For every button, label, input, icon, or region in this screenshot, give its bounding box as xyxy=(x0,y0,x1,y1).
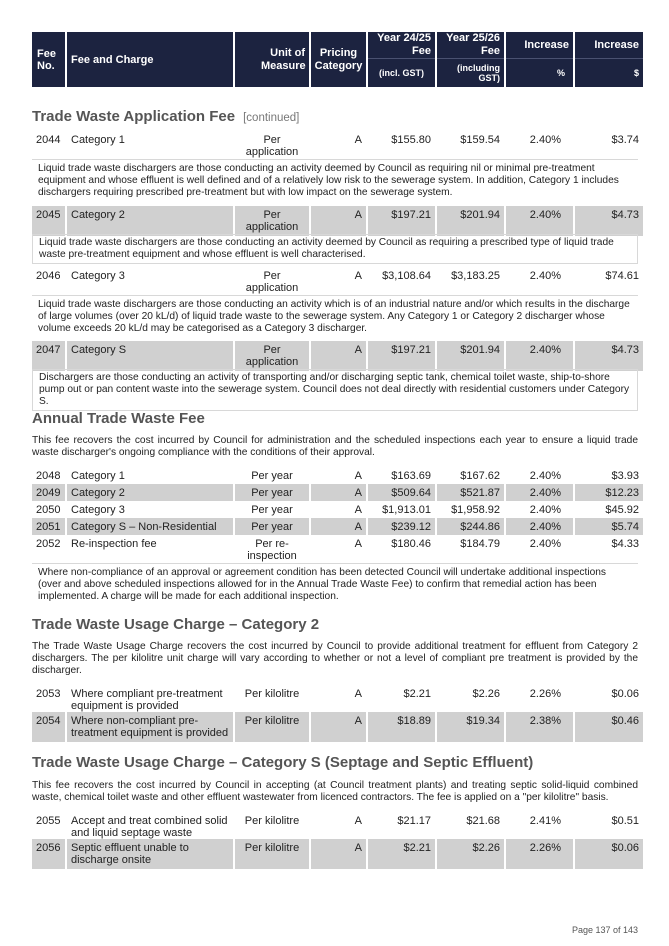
pricing-category: A xyxy=(311,712,366,742)
increase-pct: 2.40% xyxy=(506,535,573,565)
header-fee-and-charge-label: Fee and Charge xyxy=(71,53,154,66)
unit: Per kilolitre xyxy=(235,712,309,742)
fee-no: 2049 xyxy=(32,484,65,502)
increase-dollar: $3.93 xyxy=(575,467,643,485)
header-increase-pct-label: Increase xyxy=(524,38,569,51)
header-increase-dollar-label: Increase xyxy=(594,38,639,51)
increase-dollar: $0.51 xyxy=(575,812,643,842)
fee-25-26: $19.34 xyxy=(437,712,504,742)
increase-pct: 2.40% xyxy=(506,501,573,519)
fee-no: 2047 xyxy=(32,341,65,371)
unit: Per year xyxy=(235,484,309,502)
increase-pct: 2.40% xyxy=(506,467,573,485)
fee-name: Where non-compliant pre-treatment equipment is provided xyxy=(67,712,233,742)
table-header xyxy=(32,32,638,87)
header-year-25-26-sub: (including GST) xyxy=(457,63,500,83)
increase-dollar: $4.73 xyxy=(575,206,643,236)
fee-25-26: $201.94 xyxy=(437,206,504,236)
table-row xyxy=(32,518,638,536)
divider xyxy=(32,563,638,564)
fee-25-26: $159.54 xyxy=(437,131,504,161)
fee-no: 2055 xyxy=(32,812,65,842)
fee-no: 2050 xyxy=(32,501,65,519)
fee-24-25: $21.17 xyxy=(368,812,435,842)
increase-pct: 2.26% xyxy=(506,839,573,869)
increase-pct: 2.40% xyxy=(506,341,573,371)
fee-25-26: $167.62 xyxy=(437,467,504,485)
table-row xyxy=(32,206,638,236)
category-description: Liquid trade waste dischargers are those conducting an activity deemed by Council as requiring nil or minimal pre-treatment equipment and whose effluent is well defined and of a relatively low risk to the sewerage system. In addition, Category 1 includes dischargers requiring prescribed pre-treatment but with low impact on the sewerage system. xyxy=(38,163,619,198)
fee-name: Septic effluent unable to discharge onsite xyxy=(67,839,233,869)
pricing-category: A xyxy=(311,812,366,842)
fee-24-25: $197.21 xyxy=(368,206,435,236)
header-year-24-25-sub: (incl. GST) xyxy=(379,68,424,78)
unit: Per application xyxy=(235,131,309,161)
fee-25-26: $201.94 xyxy=(437,341,504,371)
header-unit xyxy=(235,32,309,87)
section-intro: The Trade Waste Usage Charge recovers the cost incurred by Council to provide additional treatment for effluent from Category 2 dischargers. The per kilolitre unit charge will vary according to whether or not a level of compliant pre treatment is provided by the discharger. xyxy=(32,641,638,676)
table-row xyxy=(32,467,638,485)
category-description: Liquid trade waste dischargers are those conducting an activity deemed by Council as requiring a prescribed type of liquid trade waste pre-treatment equipment and whose effluent is well characterised. xyxy=(32,234,638,264)
pricing-category: A xyxy=(311,206,366,236)
fee-schedule-page xyxy=(32,32,639,866)
fee-name: Re-inspection fee xyxy=(67,535,233,565)
unit: Per kilolitre xyxy=(235,812,309,842)
fee-25-26: $521.87 xyxy=(437,484,504,502)
increase-dollar: $0.06 xyxy=(575,685,643,715)
fee-25-26: $3,183.25 xyxy=(437,267,504,297)
fee-name: Accept and treat combined solid and liquid septage waste xyxy=(67,812,233,842)
section-title-application-fee xyxy=(32,108,299,125)
fee-24-25: $180.46 xyxy=(368,535,435,565)
increase-dollar: $5.74 xyxy=(575,518,643,536)
increase-pct: 2.41% xyxy=(506,812,573,842)
fee-no: 2053 xyxy=(32,685,65,715)
fee-name: Where compliant pre-treatment equipment is provided xyxy=(67,685,233,715)
unit: Per application xyxy=(235,206,309,236)
header-fee-no xyxy=(32,32,65,87)
increase-dollar: $0.06 xyxy=(575,839,643,869)
table-row xyxy=(32,501,638,519)
table-row xyxy=(32,341,638,371)
pricing-category: A xyxy=(311,484,366,502)
section-title-usage-category-2: Trade Waste Usage Charge – Category 2 xyxy=(32,616,320,633)
fee-25-26: $244.86 xyxy=(437,518,504,536)
increase-pct: 2.40% xyxy=(506,518,573,536)
header-year-25-26-label: Year 25/26 Fee xyxy=(446,32,500,57)
fee-name: Category 3 xyxy=(67,501,233,519)
pricing-category: A xyxy=(311,131,366,161)
header-pricing-label: Pricing Category xyxy=(314,46,363,72)
header-increase-pct xyxy=(506,32,573,87)
fee-no: 2045 xyxy=(32,206,65,236)
unit: Per year xyxy=(235,467,309,485)
increase-pct: 2.40% xyxy=(506,484,573,502)
fee-24-25: $18.89 xyxy=(368,712,435,742)
fee-no: 2046 xyxy=(32,267,65,297)
increase-dollar: $4.73 xyxy=(575,341,643,371)
fee-name: Category 3 xyxy=(67,267,233,297)
fee-24-25: $3,108.64 xyxy=(368,267,435,297)
unit: Per year xyxy=(235,518,309,536)
category-description: Dischargers are those conducting an activity of transporting and/or discharging septic tank, chemical toilet waste, ship-to-shore pump out or pan content waste into the sewerage system. Council does not deal directly with residential customers under Category S. xyxy=(32,369,638,411)
fee-25-26: $184.79 xyxy=(437,535,504,565)
section-intro: This fee recovers the cost incurred by Council for administration and the scheduled inspections each year to ensure a liquid trade waste discharger's ongoing compliance with the conditions of their approval. xyxy=(32,435,638,458)
divider xyxy=(32,295,638,296)
pricing-category: A xyxy=(311,467,366,485)
increase-dollar: $0.46 xyxy=(575,712,643,742)
section-intro: This fee recovers the cost incurred by Council in accepting (at Council treatment plants) and treating septic solid-liquid combined waste, chemical toilet waste and other effluent wastewater from licenced contractors. The fee is applied on a "per kilolitre" basis. xyxy=(32,780,638,803)
fee-name: Category S xyxy=(67,341,233,371)
increase-dollar: $45.92 xyxy=(575,501,643,519)
divider xyxy=(32,159,638,160)
table-row xyxy=(32,685,638,715)
fee-name: Category 2 xyxy=(67,206,233,236)
fee-name: Category 1 xyxy=(67,131,233,161)
table-row xyxy=(32,712,638,742)
fee-24-25: $1,913.01 xyxy=(368,501,435,519)
increase-pct: 2.40% xyxy=(506,267,573,297)
header-year-25-26 xyxy=(437,32,504,87)
pricing-category: A xyxy=(311,267,366,297)
pricing-category: A xyxy=(311,685,366,715)
unit: Per kilolitre xyxy=(235,839,309,869)
fee-no: 2048 xyxy=(32,467,65,485)
header-increase-dollar xyxy=(575,32,643,87)
pricing-category: A xyxy=(311,501,366,519)
unit: Per application xyxy=(235,267,309,297)
increase-dollar: $74.61 xyxy=(575,267,643,297)
fee-no: 2052 xyxy=(32,535,65,565)
header-fee-and-charge xyxy=(67,32,233,87)
fee-no: 2056 xyxy=(32,839,65,869)
increase-dollar: $4.33 xyxy=(575,535,643,565)
fee-no: 2051 xyxy=(32,518,65,536)
section-title-annual-fee: Annual Trade Waste Fee xyxy=(32,410,205,427)
unit: Per application xyxy=(235,341,309,371)
table-row xyxy=(32,131,638,161)
fee-24-25: $509.64 xyxy=(368,484,435,502)
section1-continued: [continued] xyxy=(243,112,300,124)
table-row xyxy=(32,484,638,502)
fee-24-25: $163.69 xyxy=(368,467,435,485)
header-increase-pct-unit: % xyxy=(556,68,565,78)
fee-no: 2044 xyxy=(32,131,65,161)
header-year-24-25-label: Year 24/25 Fee xyxy=(377,32,431,57)
header-pricing xyxy=(311,32,366,87)
fee-name: Category S – Non-Residential xyxy=(67,518,233,536)
fee-24-25: $197.21 xyxy=(368,341,435,371)
fee-25-26: $21.68 xyxy=(437,812,504,842)
page-number: Page 137 of 143 xyxy=(571,925,638,935)
fee-name: Category 2 xyxy=(67,484,233,502)
reinspection-note: Where non-compliance of an approval or agreement condition has been detected Council will undertake additional inspections (over and above scheduled inspections allowed for in the Annual Trade Waste Fee) to confirm that remedial action has been implemented. A charge will be made for each additional inspection. xyxy=(38,567,607,602)
fee-25-26: $1,958.92 xyxy=(437,501,504,519)
section1-title-text: Trade Waste Application Fee xyxy=(32,108,236,125)
increase-dollar: $12.23 xyxy=(575,484,643,502)
increase-pct: 2.38% xyxy=(506,712,573,742)
fee-24-25: $155.80 xyxy=(368,131,435,161)
unit: Per kilolitre xyxy=(235,685,309,715)
unit: Per re-inspection xyxy=(235,535,309,565)
header-fee-no-label: Fee No. xyxy=(37,47,56,72)
pricing-category: A xyxy=(311,535,366,565)
pricing-category: A xyxy=(311,341,366,371)
table-row xyxy=(32,839,638,869)
header-increase-dollar-unit: $ xyxy=(633,68,639,78)
fee-25-26: $2.26 xyxy=(437,839,504,869)
section-title-usage-category-s: Trade Waste Usage Charge – Category S (Septage and Septic Effluent) xyxy=(32,754,534,771)
table-row xyxy=(32,267,638,297)
header-unit-label: Unit of Measure xyxy=(261,46,306,72)
table-row xyxy=(32,535,638,565)
header-year-24-25 xyxy=(368,32,435,87)
fee-no: 2054 xyxy=(32,712,65,742)
increase-dollar: $3.74 xyxy=(575,131,643,161)
pricing-category: A xyxy=(311,839,366,869)
table-row xyxy=(32,812,638,842)
fee-24-25: $2.21 xyxy=(368,839,435,869)
increase-pct: 2.40% xyxy=(506,131,573,161)
fee-24-25: $239.12 xyxy=(368,518,435,536)
fee-name: Category 1 xyxy=(67,467,233,485)
increase-pct: 2.26% xyxy=(506,685,573,715)
fee-24-25: $2.21 xyxy=(368,685,435,715)
increase-pct: 2.40% xyxy=(506,206,573,236)
fee-25-26: $2.26 xyxy=(437,685,504,715)
pricing-category: A xyxy=(311,518,366,536)
unit: Per year xyxy=(235,501,309,519)
category-description: Liquid trade waste dischargers are those conducting an activity which is of an industrial nature and/or which results in the discharge of large volumes (over 20 kL/d) of liquid trade waste to the sewerage system. Any Category 1 or Category 2 discharger whose volume exceeds 20 kL/d may be categorised as a Category 3 discharger. xyxy=(38,299,630,334)
